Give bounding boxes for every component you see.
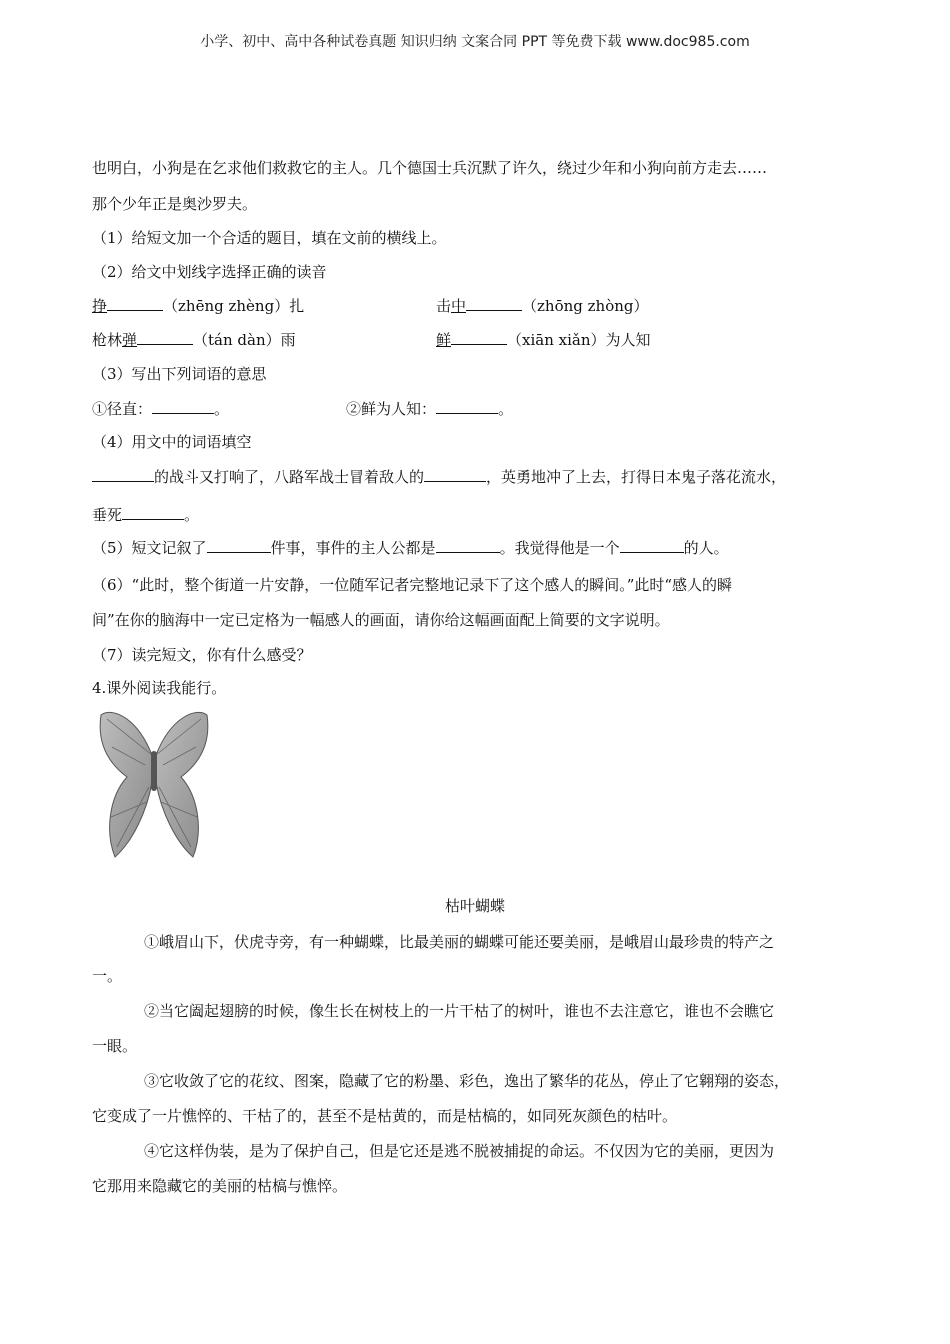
article-paragraph: ①峨眉山下，伏虎寺旁，有一种蝴蝶，比最美丽的蝴蝶可能还要美丽，是峨眉山最珍贵的特产之 <box>144 933 775 951</box>
answer-blank[interactable] <box>92 467 154 482</box>
question-3-title: （3）写出下列词语的意思 <box>92 365 267 383</box>
article-paragraph: 一眼。 <box>92 1037 138 1055</box>
question-6: 间”在你的脑海中一定已定格为一幅感人的画面，请你给这幅画面配上简要的文字说明。 <box>92 611 670 629</box>
article-paragraph: ③它收敛了它的花纹、图案，隐藏了它的粉墨、彩色，逸出了繁华的花丛，停止了它翱翔的姿态， <box>144 1072 790 1090</box>
answer-blank[interactable] <box>207 538 271 553</box>
dead-leaf-butterfly-image <box>97 707 211 861</box>
underlined-char: 鲜 <box>436 331 452 349</box>
article-paragraph: ④它这样伪装，是为了保护自己，但是它还是逃不脱被捕捉的命运。不仅因为它的美丽，更因为 <box>144 1142 775 1160</box>
meaning-item: ①径直： 。 <box>92 400 230 418</box>
question-6: （6）“此时，整个街道一片安静，一位随军记者完整地记录下了这个感人的瞬间。”此时“感人的瞬 <box>92 576 733 594</box>
page-header: 小学、初中、高中各种试卷真题 知识归纳 文案合同 PPT 等免费下载 www.doc985.com <box>200 34 750 50</box>
story-line: 那个少年正是奥沙罗夫。 <box>92 195 258 213</box>
answer-blank[interactable] <box>107 296 163 311</box>
answer-blank[interactable] <box>152 399 214 414</box>
answer-blank[interactable] <box>466 296 522 311</box>
article-paragraph: 它变成了一片憔悴的、干枯了的，甚至不是枯黄的，而是枯槁的，如同死灰颜色的枯叶。 <box>92 1107 678 1125</box>
underlined-char: 中 <box>451 297 467 315</box>
article-paragraph: 它那用来隐藏它的美丽的枯槁与憔悴。 <box>92 1177 348 1195</box>
section-4-title: 4.课外阅读我能行。 <box>92 679 227 697</box>
fill-line: 的战斗又打响了，八路军战士冒着敌人的 ，英勇地冲了上去，打得日本鬼子落花流水， <box>92 467 786 487</box>
answer-blank[interactable] <box>436 399 498 414</box>
answer-blank[interactable] <box>451 330 507 345</box>
answer-blank[interactable] <box>424 467 486 482</box>
pinyin-item: 挣 （zhēng zhèng）扎 <box>92 297 305 315</box>
pinyin-item: 枪林弹 （tán dàn）雨 <box>92 331 296 349</box>
meaning-item: ②鲜为人知： 。 <box>346 400 514 418</box>
story-line: 也明白，小狗是在乞求他们救救它的主人。几个德国士兵沉默了许久，绕过少年和小狗向前方走去…… <box>92 159 768 177</box>
answer-blank[interactable] <box>436 538 500 553</box>
fill-line: 垂死 。 <box>92 506 200 524</box>
pinyin-item: 击中 （zhōng zhòng） <box>436 297 649 315</box>
answer-blank[interactable] <box>620 538 684 553</box>
article-paragraph: 一。 <box>92 967 123 985</box>
question-4-title: （4）用文中的词语填空 <box>92 433 252 451</box>
underlined-char: 挣 <box>92 297 108 315</box>
answer-blank[interactable] <box>122 505 184 520</box>
underlined-char: 弹 <box>122 331 138 349</box>
pinyin-item: 鲜 （xiān xiǎn）为人知 <box>436 331 651 349</box>
article-paragraph: ②当它阖起翅膀的时候，像生长在树枝上的一片干枯了的树叶，谁也不去注意它，谁也不会瞧它 <box>144 1002 775 1020</box>
question-7: （7）读完短文，你有什么感受？ <box>92 646 312 664</box>
question-5: （5）短文记叙了 件事，事件的主人公都是 。我觉得他是一个 的人。 <box>92 539 729 557</box>
answer-blank[interactable] <box>137 330 193 345</box>
article-title: 枯叶蝴蝶 <box>444 897 505 915</box>
question-1: （1）给短文加一个合适的题目，填在文前的横线上。 <box>92 229 447 247</box>
question-2-title: （2）给文中划线字选择正确的读音 <box>92 263 327 281</box>
